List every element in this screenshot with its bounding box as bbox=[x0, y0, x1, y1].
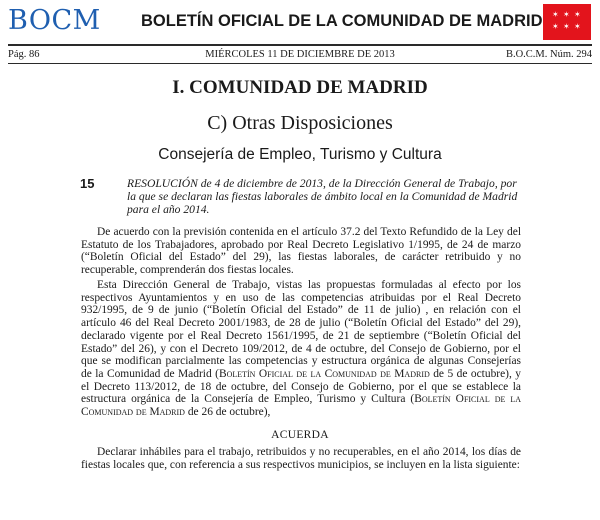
paragraph-2-text bbox=[81, 279, 521, 419]
paragraph-2-part-e: de 26 de octubre), bbox=[184, 406, 271, 419]
paragraph-2-part-a: Esta Dirección General de Trabajo, vistas las propuestas formuladas al efecto por los respectivos Ayuntamientos y en uso de las competencias atribuidas por el Real Decreto 932/1995, de 9 de junio (“Boletín Oficial del Estado” de 11 de julio) , en relación con el artículo 46 del Real Decreto 2001/1983, de 28 de julio (“Boletín Oficial del Estado” del 29), declarado vigente por el Real Decreto 1561/1995, de 21 de septiembre (“Boletín Oficial del Estado” del 26), y con el Decreto 109/2012, de 4 de octubre, del Consejo de Gobierno, por el que se modifican parcialmente las competencias y estructura orgánica de algunas Consejerías de la Comunidad de Madrid ( bbox=[81, 279, 521, 380]
meta-line bbox=[8, 48, 592, 62]
madrid-flag-icon bbox=[543, 4, 591, 40]
item-number: 15 bbox=[80, 176, 95, 191]
paragraph-2-journal-ref: Boletín Oficial de la Comunidad de Madrid bbox=[218, 367, 430, 380]
resolution-title: RESOLUCIÓN de 4 de diciembre de 2013, de la Dirección General de Trabajo, por la que se declaran las fiestas laborales de ámbito local en la Comunidad de Madrid para el año 2014. bbox=[127, 177, 518, 217]
paragraph-2-journal-ref: Boletín Oficial de la Comunidad de Madrid bbox=[81, 393, 522, 419]
journal-title: BOLETÍN OFICIAL DE LA COMUNIDAD DE MADRID bbox=[141, 12, 543, 30]
paragraph-3 bbox=[81, 446, 521, 471]
section-title: I. COMUNIDAD DE MADRID bbox=[172, 77, 428, 98]
flag-star-icon: ✶ bbox=[563, 22, 570, 31]
paragraph-1 bbox=[81, 226, 521, 277]
page-number: Pág. 86 bbox=[8, 49, 40, 60]
publication-date: MIÉRCOLES 11 DE DICIEMBRE DE 2013 bbox=[205, 49, 395, 60]
meta-rule bbox=[8, 63, 592, 64]
flag-star-icon: ✶ bbox=[552, 10, 559, 19]
flag-star-icon: ✶ bbox=[574, 22, 581, 31]
subsection-title: C) Otras Disposiciones bbox=[207, 112, 393, 134]
header bbox=[0, 0, 600, 46]
paragraph-2-part-c: de 5 de octubre), y el Decreto 113/2012, de 18 de octubre, del Consejo de Gobierno, por el que se establece la estructura orgánica de la Consejería de Empleo, Turismo y Cultura ( bbox=[81, 367, 522, 406]
department-title: Consejería de Empleo, Turismo y Cultura bbox=[158, 146, 442, 163]
paragraph-1-text: De acuerdo con la previsión contenida en el artículo 37.2 del Texto Refundido de la Ley del Estatuto de los Trabajadores, aprobado por Real Decreto Legislativo 1/1995, de 24 de marzo (“Boletín Oficial del Estado” del 29), las fiestas laborales, de carácter retribuido y no recuperable, comprenderán dos fiestas locales. bbox=[81, 226, 521, 277]
paragraph-3-text: Declarar inhábiles para el trabajo, retribuidos y no recuperables, en el año 2014, los días de fiestas locales que, con referencia a sus respectivos municipios, se incluyen en la lista siguiente: bbox=[81, 446, 521, 471]
header-rule bbox=[8, 44, 592, 46]
acuerda-heading: ACUERDA bbox=[271, 429, 329, 441]
flag-star-icon: ✶ bbox=[552, 22, 559, 31]
bocm-logo: BOCM bbox=[8, 5, 101, 36]
flag-star-icon: ✶ bbox=[574, 10, 581, 19]
issue-number: B.O.C.M. Núm. 294 bbox=[505, 49, 592, 60]
paragraph-2 bbox=[81, 279, 521, 419]
flag-star-icon: ✶ bbox=[563, 10, 570, 19]
